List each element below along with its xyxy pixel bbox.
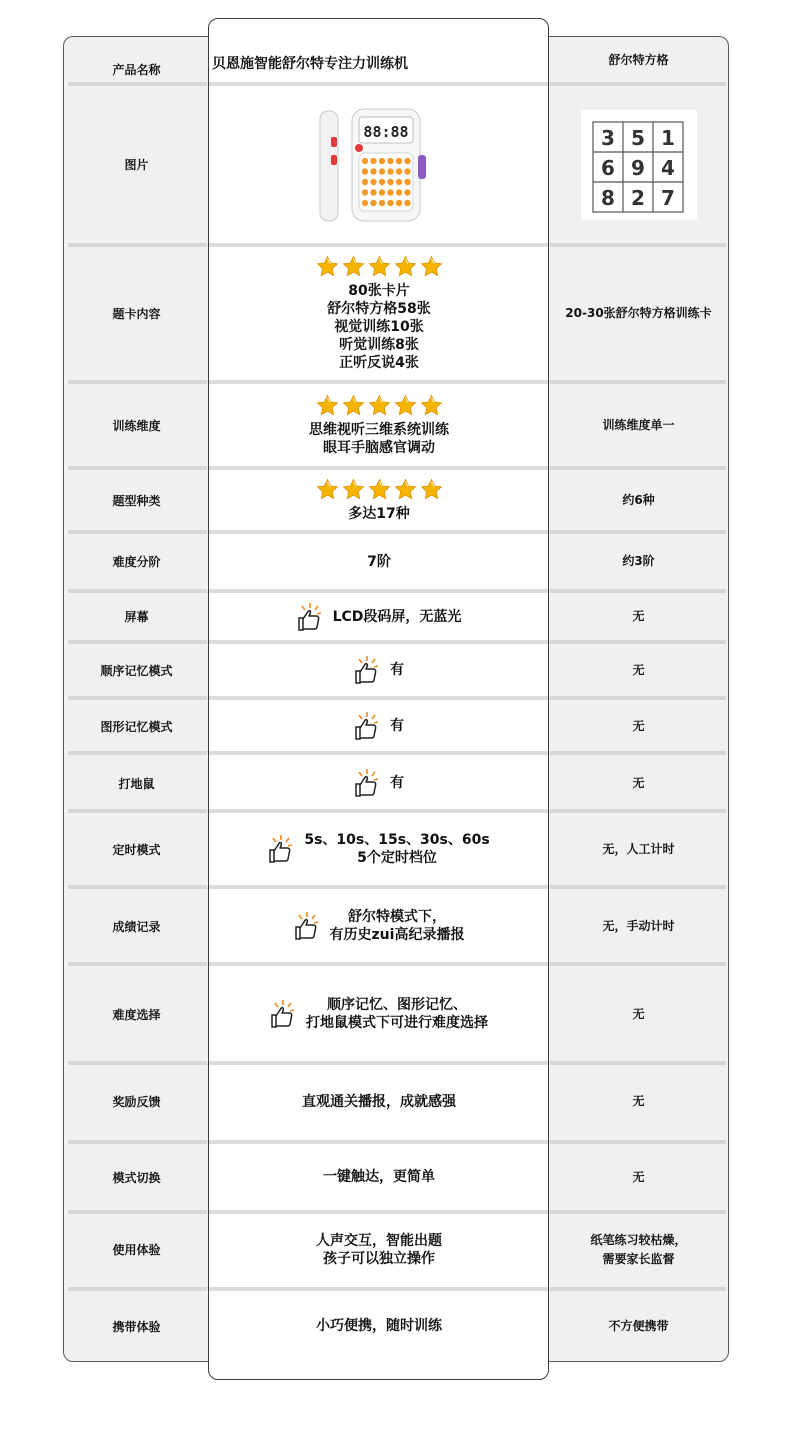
value-text: 5个定时档位 [357, 850, 437, 866]
thumb-value [270, 996, 488, 1032]
value-text: 正听反说4张 [339, 355, 419, 371]
grid-number: 4 [660, 155, 675, 180]
device-key [404, 168, 410, 174]
row-divider [68, 962, 207, 966]
thumbs-up-icon [354, 655, 380, 685]
product-a-value [212, 534, 546, 589]
row-divider [550, 1287, 726, 1291]
product-b-value [550, 890, 727, 962]
thumbs-up-icon [297, 602, 323, 632]
row-divider [68, 1287, 207, 1291]
row-label: 难度分阶 [112, 555, 161, 569]
device-image [212, 86, 546, 243]
schulte-grid-illustration [581, 110, 697, 220]
value-text: 有 [390, 662, 404, 678]
row-divider [209, 696, 548, 700]
row-divider [209, 885, 548, 889]
product-b-value [550, 756, 727, 810]
thumbs-up-icon [354, 768, 380, 798]
product-a-value [212, 1064, 546, 1139]
value-lines [390, 717, 404, 735]
row-label: 定时模式 [112, 842, 161, 857]
product-b-value [550, 1292, 727, 1360]
device-key [379, 189, 385, 195]
value-text: 需要家长监督 [602, 1251, 675, 1266]
device-key [404, 157, 410, 163]
row-divider [550, 885, 726, 889]
comparison-row [0, 813, 790, 885]
thumb-value [297, 602, 462, 632]
value-text: 思维视听三维系统训练 [309, 422, 449, 438]
device-key [370, 189, 376, 195]
device-key [362, 199, 368, 205]
training-device-illustration [319, 107, 439, 223]
comparison-row [0, 967, 790, 1061]
value-text: 80张卡片 [348, 283, 410, 299]
device-key [362, 168, 368, 174]
value-text: 约6种 [622, 492, 655, 507]
row-divider [209, 1287, 548, 1291]
comparison-row [0, 247, 790, 380]
value-text: 不方便携带 [608, 1318, 669, 1333]
value-text: 有 [390, 775, 404, 791]
schulte-grid-image [550, 86, 727, 243]
row-divider [68, 885, 207, 889]
row-label: 题型种类 [112, 493, 161, 508]
comparison-row [0, 1214, 790, 1285]
device-key [362, 178, 368, 184]
star-icon [342, 255, 365, 278]
value-text: 直观通关播报，成就感强 [302, 1093, 456, 1110]
device-key [387, 168, 393, 174]
row-divider [209, 751, 548, 755]
comparison-row [0, 593, 790, 640]
value-text: 有历史zui高纪录播报 [329, 927, 465, 943]
device-key [396, 199, 402, 205]
value-lines [306, 996, 488, 1032]
product-b-value [550, 470, 727, 530]
product-b-value [550, 1144, 727, 1210]
image-row-label: 图片 [124, 158, 149, 172]
device-key [379, 199, 385, 205]
product-a-value [212, 813, 546, 885]
header-label: 产品名称 [112, 63, 161, 77]
star-icon [316, 478, 339, 501]
row-divider [209, 962, 548, 966]
star-icon [316, 255, 339, 278]
value-lines [327, 282, 430, 372]
row-label: 成绩记录 [112, 919, 161, 934]
grid-number: 5 [630, 125, 645, 150]
product-b-value [550, 534, 727, 589]
image-row [0, 86, 790, 243]
thumbs-up-icon [294, 911, 320, 941]
value-text: LCD段码屏，无蓝光 [332, 608, 462, 625]
value-text: 无 [632, 1094, 645, 1108]
thumbs-up-icon [268, 834, 294, 864]
value-lines [390, 774, 404, 792]
value-text: 训练维度单一 [602, 418, 675, 432]
comparison-row [0, 701, 790, 751]
thumbs-up-icon [270, 999, 296, 1029]
row-divider [209, 82, 548, 86]
star-icon [394, 394, 417, 417]
header-row [0, 38, 790, 82]
device-key [370, 157, 376, 163]
product-b-value [550, 593, 727, 640]
device-key [404, 199, 410, 205]
star-icon [394, 478, 417, 501]
product-a-value [212, 1292, 546, 1360]
product-a-value [212, 701, 546, 751]
row-divider [550, 82, 726, 86]
value-text: 视觉训练10张 [334, 319, 424, 335]
value-text: 约3阶 [622, 554, 655, 568]
value-lines [390, 661, 404, 679]
device-key [370, 178, 376, 184]
comparison-row [0, 1144, 790, 1210]
product-b-name: 舒尔特方格 [608, 52, 669, 67]
star-icon [420, 394, 443, 417]
product-a-value [212, 1144, 546, 1210]
thumb-value [354, 768, 404, 798]
row-label: 携带体验 [112, 1319, 161, 1334]
star-icon [368, 255, 391, 278]
comparison-row [0, 470, 790, 530]
product-a-value [212, 247, 546, 380]
value-text: 无 [632, 1169, 645, 1184]
device-key [396, 178, 402, 184]
product-b-value [550, 701, 727, 751]
comparison-row [0, 890, 790, 962]
device-key [387, 178, 393, 184]
row-label: 模式切换 [112, 1170, 161, 1185]
value-lines [323, 1168, 435, 1186]
value-text: 舒尔特方格58张 [327, 301, 431, 317]
row-divider [550, 696, 726, 700]
device-key [404, 189, 410, 195]
star-icon [368, 394, 391, 417]
star-rating [316, 478, 443, 501]
value-text: 无 [632, 1006, 645, 1021]
product-b-value [550, 967, 727, 1061]
star-icon [342, 394, 365, 417]
device-key [362, 157, 368, 163]
value-lines [367, 553, 391, 571]
row-divider [209, 640, 548, 644]
value-text: 顺序记忆、图形记忆、 [327, 997, 467, 1013]
value-text: 5s、10s、15s、30s、60s [304, 832, 490, 848]
value-text: 无，人工计时 [602, 841, 675, 856]
row-divider [68, 82, 207, 86]
star-icon [368, 478, 391, 501]
value-text: 多达17种 [348, 505, 410, 522]
star-icon [342, 478, 365, 501]
row-label: 奖励反馈 [112, 1095, 161, 1109]
value-text: 听觉训练8张 [339, 337, 419, 353]
device-key [387, 199, 393, 205]
product-a-value [212, 645, 546, 695]
value-text: 无 [632, 609, 645, 623]
device-key [396, 168, 402, 174]
grid-number: 3 [600, 125, 615, 150]
grid-number: 2 [630, 185, 645, 210]
row-divider [550, 751, 726, 755]
value-text: 无，手动计时 [602, 918, 675, 933]
thumbs-up-icon [354, 711, 380, 741]
row-label: 使用体验 [112, 1243, 161, 1257]
value-text: 20-30张舒尔特方格训练卡 [565, 306, 712, 320]
device-key [379, 178, 385, 184]
value-lines [316, 1232, 442, 1268]
thumb-value [294, 908, 465, 944]
comparison-row [0, 534, 790, 589]
star-icon [394, 255, 417, 278]
device-key [370, 168, 376, 174]
value-lines [330, 908, 465, 944]
star-rating [316, 394, 443, 417]
star-icon [420, 478, 443, 501]
value-text: 无 [632, 718, 645, 733]
product-a-value [212, 593, 546, 640]
value-text: 无 [632, 662, 645, 677]
value-text: 眼耳手脑感官调动 [323, 440, 435, 456]
value-lines [348, 505, 409, 523]
grid-number: 7 [660, 185, 675, 210]
star-icon [420, 255, 443, 278]
product-a-value [212, 1214, 546, 1285]
star-icon [316, 394, 339, 417]
comparison-row [0, 1292, 790, 1360]
comparison-row [0, 645, 790, 695]
grid-number: 9 [630, 155, 645, 180]
grid-number: 6 [600, 155, 615, 180]
product-b-value [550, 813, 727, 885]
comparison-row [0, 1064, 790, 1139]
device-display: 88:88 [363, 122, 409, 141]
value-lines [316, 1317, 442, 1335]
product-b-value [550, 247, 727, 380]
value-lines [309, 421, 449, 457]
device-key [396, 189, 402, 195]
product-a-value [212, 384, 546, 467]
value-text: 舒尔特模式下， [347, 909, 446, 925]
row-label: 打地鼠 [118, 776, 155, 791]
value-text: 打地鼠模式下可进行难度选择 [306, 1015, 488, 1031]
row-label: 顺序记忆模式 [100, 663, 173, 678]
row-divider [68, 751, 207, 755]
row-label: 难度选择 [112, 1007, 161, 1022]
device-key [362, 189, 368, 195]
product-b-value [550, 1214, 727, 1285]
device-key [379, 168, 385, 174]
comparison-row [0, 756, 790, 810]
row-divider [68, 640, 207, 644]
device-key [387, 157, 393, 163]
grid-number: 1 [660, 125, 675, 150]
row-label: 训练维度 [112, 419, 161, 433]
value-text: 人声交互，智能出题 [316, 1232, 442, 1249]
thumb-value [268, 831, 489, 867]
product-a-name: 贝恩施智能舒尔特专注力训练机 [212, 56, 408, 72]
product-a-value [212, 756, 546, 810]
product-a-value [212, 967, 546, 1061]
row-divider [68, 696, 207, 700]
device-key [396, 157, 402, 163]
grid-number: 8 [600, 185, 615, 210]
value-lines [302, 1093, 456, 1111]
row-divider [550, 962, 726, 966]
value-text: 孩子可以独立操作 [323, 1250, 435, 1267]
product-a-value [212, 470, 546, 530]
device-key [379, 157, 385, 163]
device-key [404, 178, 410, 184]
row-label: 图形记忆模式 [100, 719, 173, 734]
row-label: 屏幕 [124, 610, 149, 624]
value-text: 无 [632, 775, 645, 790]
row-divider [550, 640, 726, 644]
device-key [387, 189, 393, 195]
thumb-value [354, 655, 404, 685]
value-text: 有 [390, 718, 404, 734]
product-b-value [550, 645, 727, 695]
product-a-value [212, 890, 546, 962]
value-text: 7阶 [367, 553, 391, 570]
star-rating [316, 255, 443, 278]
product-b-value [550, 384, 727, 467]
row-label: 题卡内容 [112, 307, 161, 321]
comparison-row [0, 384, 790, 467]
value-text: 纸笔练习较枯燥， [590, 1232, 687, 1247]
value-text: 一键触达，更简单 [323, 1169, 435, 1185]
thumb-value [354, 711, 404, 741]
value-text: 小巧便携，随时训练 [316, 1318, 442, 1334]
device-key [370, 199, 376, 205]
value-lines [333, 608, 462, 626]
product-b-value [550, 1064, 727, 1139]
value-lines [304, 831, 489, 867]
